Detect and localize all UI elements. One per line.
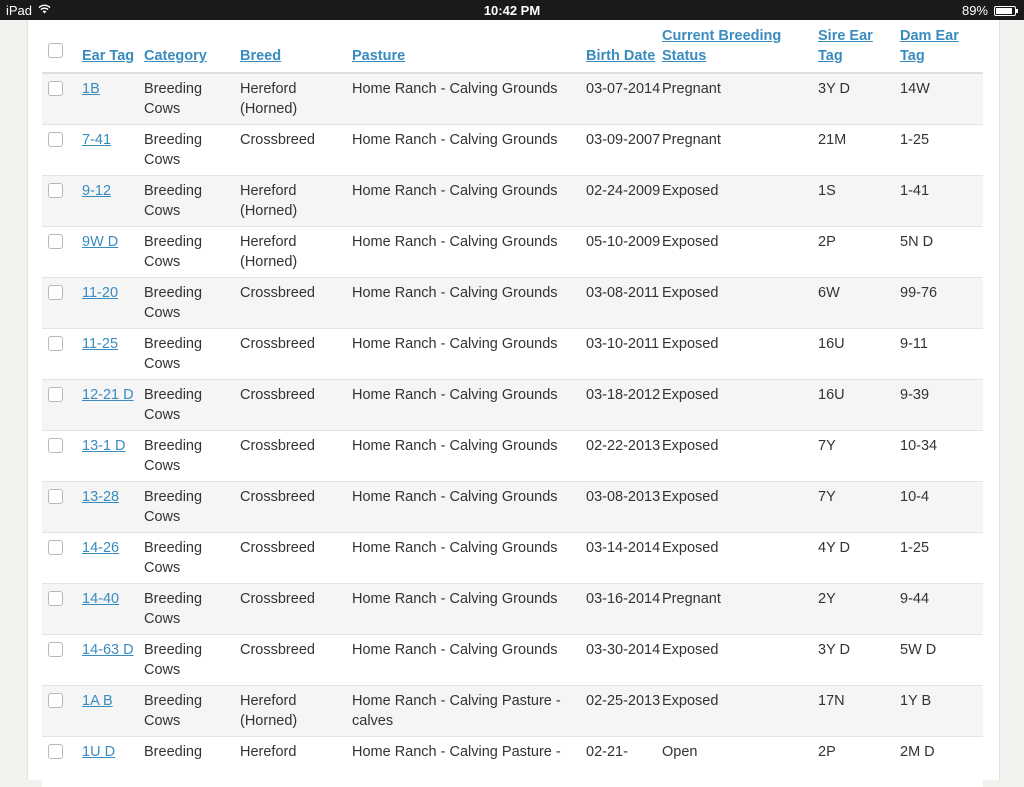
- ear-tag-cell: [82, 226, 144, 277]
- row-checkbox[interactable]: [48, 693, 63, 708]
- row-select-cell: [42, 481, 82, 532]
- sire-cell: 6W: [818, 277, 900, 328]
- birth-date-cell: 03-08-2011: [586, 277, 662, 328]
- clock: 10:42 PM: [483, 3, 541, 18]
- ear-tag-link[interactable]: 13-28: [82, 488, 120, 505]
- ear-tag-link[interactable]: 1B: [82, 81, 100, 97]
- ear-tag-link[interactable]: 1A B: [82, 692, 113, 709]
- breed-cell: Hereford (Horned): [240, 175, 352, 226]
- row-select-cell: [42, 685, 82, 736]
- breeding-status-cell: Exposed: [662, 532, 818, 583]
- table-row: [42, 277, 983, 328]
- row-select-cell: [42, 532, 82, 583]
- dam-cell: 14W: [900, 73, 983, 124]
- cattle-table: [42, 20, 983, 787]
- ear-tag-cell: [82, 634, 144, 685]
- breeding-status-cell: Pregnant: [662, 73, 818, 124]
- category-cell: Breeding: [144, 736, 240, 787]
- ear-tag-link[interactable]: 11-25: [82, 335, 119, 352]
- sort-category-link[interactable]: Category: [144, 48, 207, 64]
- category-cell: Breeding Cows: [144, 583, 240, 634]
- category-cell: Breeding Cows: [144, 226, 240, 277]
- category-cell: Breeding Cows: [144, 379, 240, 430]
- ear-tag-cell: [82, 481, 144, 532]
- sire-cell: 3Y D: [818, 73, 900, 124]
- breed-cell: Crossbreed: [240, 379, 352, 430]
- ear-tag-cell: [82, 583, 144, 634]
- header-birth-date: [586, 20, 662, 73]
- sire-cell: 7Y: [818, 430, 900, 481]
- pasture-cell: Home Ranch - Calving Grounds: [352, 277, 586, 328]
- row-select-cell: [42, 277, 82, 328]
- birth-date-cell: 03-09-2007: [586, 124, 662, 175]
- row-select-cell: [42, 583, 82, 634]
- header-breeding-status: [662, 20, 818, 73]
- row-checkbox[interactable]: [48, 81, 63, 96]
- sire-cell: 16U: [818, 379, 900, 430]
- dam-cell: 1-41: [900, 175, 983, 226]
- pasture-cell: Home Ranch - Calving Grounds: [352, 634, 586, 685]
- pasture-cell: Home Ranch - Calving Grounds: [352, 226, 586, 277]
- ear-tag-link[interactable]: 14-26: [82, 539, 120, 556]
- breeding-status-cell: Exposed: [662, 634, 818, 685]
- ear-tag-link[interactable]: 9-12: [82, 182, 112, 199]
- sire-cell: 3Y D: [818, 634, 900, 685]
- battery-icon: [994, 6, 1016, 16]
- row-checkbox[interactable]: [48, 234, 63, 249]
- row-checkbox[interactable]: [48, 540, 63, 555]
- sire-cell: 2P: [818, 226, 900, 277]
- header-breed: [240, 20, 352, 73]
- header-sire: [818, 20, 900, 73]
- table-row: [42, 685, 983, 736]
- dam-cell: 1-25: [900, 124, 983, 175]
- breed-cell: Hereford: [240, 736, 352, 787]
- sort-birth-date-link[interactable]: Birth Date: [586, 48, 656, 64]
- sire-cell: 2P: [818, 736, 900, 787]
- ear-tag-cell: [82, 73, 144, 124]
- pasture-cell: Home Ranch - Calving Grounds: [352, 124, 586, 175]
- breeding-status-cell: Exposed: [662, 481, 818, 532]
- birth-date-cell: 03-30-2014: [586, 634, 662, 685]
- ear-tag-link[interactable]: 13-1 D: [82, 437, 126, 454]
- category-cell: Breeding Cows: [144, 685, 240, 736]
- ear-tag-cell: [82, 124, 144, 175]
- row-checkbox[interactable]: [48, 132, 63, 147]
- breeding-status-cell: Exposed: [662, 379, 818, 430]
- pasture-cell: Home Ranch - Calving Grounds: [352, 175, 586, 226]
- row-select-cell: [42, 124, 82, 175]
- breed-cell: Crossbreed: [240, 634, 352, 685]
- category-cell: Breeding Cows: [144, 175, 240, 226]
- select-all-cell: [42, 20, 82, 73]
- breed-cell: Crossbreed: [240, 430, 352, 481]
- category-cell: Breeding Cows: [144, 532, 240, 583]
- pasture-cell: Home Ranch - Calving Grounds: [352, 481, 586, 532]
- birth-date-cell: 03-07-2014: [586, 73, 662, 124]
- battery-level: [996, 8, 1012, 14]
- sort-pasture-link[interactable]: Pasture: [352, 48, 406, 64]
- dam-cell: 99-76: [900, 277, 983, 328]
- sort-dam-link[interactable]: Dam Ear Tag: [900, 28, 959, 64]
- birth-date-cell: 03-10-2011: [586, 328, 662, 379]
- row-checkbox[interactable]: [48, 744, 63, 759]
- header-dam: [900, 20, 983, 73]
- breed-cell: Hereford (Horned): [240, 226, 352, 277]
- sire-cell: 17N: [818, 685, 900, 736]
- breed-cell: Crossbreed: [240, 124, 352, 175]
- pasture-cell: Home Ranch - Calving Grounds: [352, 73, 586, 124]
- pasture-cell: Home Ranch - Calving Grounds: [352, 328, 586, 379]
- birth-date-cell: 02-21-: [586, 736, 662, 787]
- table-row: [42, 736, 983, 787]
- row-select-cell: [42, 226, 82, 277]
- ear-tag-link[interactable]: 11-20: [82, 284, 119, 301]
- dam-cell: 9-44: [900, 583, 983, 634]
- dam-cell: 10-4: [900, 481, 983, 532]
- category-cell: Breeding Cows: [144, 328, 240, 379]
- select-all-checkbox[interactable]: [48, 43, 63, 58]
- table-row: [42, 583, 983, 634]
- table-row: [42, 226, 983, 277]
- table-row: [42, 532, 983, 583]
- table-header-row: [42, 20, 983, 73]
- table-row: [42, 634, 983, 685]
- breeding-status-cell: Pregnant: [662, 124, 818, 175]
- breed-cell: Crossbreed: [240, 277, 352, 328]
- ear-tag-link[interactable]: 7-41: [82, 131, 112, 148]
- battery-percent: 89%: [961, 3, 988, 18]
- dam-cell: 10-34: [900, 430, 983, 481]
- breeding-status-cell: Exposed: [662, 226, 818, 277]
- category-cell: Breeding Cows: [144, 430, 240, 481]
- sort-breeding-status-link[interactable]: Current Breeding Status: [662, 28, 782, 64]
- birth-date-cell: 02-25-2013: [586, 685, 662, 736]
- birth-date-cell: 02-24-2009: [586, 175, 662, 226]
- ear-tag-link[interactable]: 14-63 D: [82, 641, 134, 658]
- header-pasture: [352, 20, 586, 73]
- ear-tag-link[interactable]: 12-21 D: [82, 386, 134, 403]
- header-category: [144, 20, 240, 73]
- sire-cell: 16U: [818, 328, 900, 379]
- dam-cell: 1-25: [900, 532, 983, 583]
- table-row: [42, 175, 983, 226]
- category-cell: Breeding Cows: [144, 634, 240, 685]
- birth-date-cell: 03-18-2012: [586, 379, 662, 430]
- breed-cell: Hereford (Horned): [240, 685, 352, 736]
- breed-cell: Crossbreed: [240, 328, 352, 379]
- ear-tag-cell: [82, 379, 144, 430]
- category-cell: Breeding Cows: [144, 481, 240, 532]
- table-row: [42, 328, 983, 379]
- breed-cell: Crossbreed: [240, 532, 352, 583]
- row-checkbox[interactable]: [48, 642, 63, 657]
- dam-cell: 5W D: [900, 634, 983, 685]
- sire-cell: 2Y: [818, 583, 900, 634]
- row-select-cell: [42, 328, 82, 379]
- row-checkbox[interactable]: [48, 387, 63, 402]
- row-checkbox[interactable]: [48, 336, 63, 351]
- sort-breed-link[interactable]: Breed: [240, 48, 282, 64]
- pasture-cell: Home Ranch - Calving Pasture - calves: [352, 685, 586, 736]
- pasture-cell: Home Ranch - Calving Grounds: [352, 430, 586, 481]
- device-name: iPad: [6, 3, 33, 18]
- breed-cell: Hereford (Horned): [240, 73, 352, 124]
- birth-date-cell: 02-22-2013: [586, 430, 662, 481]
- row-checkbox[interactable]: [48, 438, 63, 453]
- breed-cell: Crossbreed: [240, 583, 352, 634]
- row-checkbox[interactable]: [48, 489, 63, 504]
- row-select-cell: [42, 736, 82, 787]
- sire-cell: 4Y D: [818, 532, 900, 583]
- sire-cell: 21M: [818, 124, 900, 175]
- pasture-cell: Home Ranch - Calving Grounds: [352, 532, 586, 583]
- status-bar: [0, 0, 1024, 20]
- content-panel: [27, 20, 1000, 780]
- table-row: [42, 430, 983, 481]
- table-row: [42, 73, 983, 124]
- sire-cell: 1S: [818, 175, 900, 226]
- category-cell: Breeding Cows: [144, 73, 240, 124]
- status-right: [962, 3, 1016, 18]
- row-checkbox[interactable]: [48, 183, 63, 198]
- birth-date-cell: 03-14-2014: [586, 532, 662, 583]
- ear-tag-cell: [82, 277, 144, 328]
- breed-cell: Crossbreed: [240, 481, 352, 532]
- ear-tag-link[interactable]: 14-40: [82, 590, 120, 607]
- table-row: [42, 379, 983, 430]
- row-select-cell: [42, 175, 82, 226]
- ear-tag-link[interactable]: 1U D: [82, 743, 116, 760]
- dam-cell: 5N D: [900, 226, 983, 277]
- sort-sire-link[interactable]: Sire Ear Tag: [818, 28, 873, 64]
- row-select-cell: [42, 430, 82, 481]
- row-select-cell: [42, 634, 82, 685]
- birth-date-cell: 05-10-2009: [586, 226, 662, 277]
- ear-tag-cell: [82, 685, 144, 736]
- pasture-cell: Home Ranch - Calving Grounds: [352, 583, 586, 634]
- breeding-status-cell: Exposed: [662, 175, 818, 226]
- row-select-cell: [42, 379, 82, 430]
- pasture-cell: Home Ranch - Calving Pasture -: [352, 736, 586, 787]
- ear-tag-cell: [82, 175, 144, 226]
- breeding-status-cell: Pregnant: [662, 583, 818, 634]
- ear-tag-cell: [82, 328, 144, 379]
- dam-cell: 2M D: [900, 736, 983, 787]
- pasture-cell: Home Ranch - Calving Grounds: [352, 379, 586, 430]
- row-checkbox[interactable]: [48, 591, 63, 606]
- category-cell: Breeding Cows: [144, 124, 240, 175]
- row-checkbox[interactable]: [48, 285, 63, 300]
- dam-cell: 9-11: [900, 328, 983, 379]
- birth-date-cell: 03-08-2013: [586, 481, 662, 532]
- breeding-status-cell: Exposed: [662, 277, 818, 328]
- ear-tag-cell: [82, 430, 144, 481]
- ear-tag-cell: [82, 736, 144, 787]
- header-ear-tag: [82, 20, 144, 73]
- category-cell: Breeding Cows: [144, 277, 240, 328]
- row-select-cell: [42, 73, 82, 124]
- breeding-status-cell: Exposed: [662, 685, 818, 736]
- breeding-status-cell: Open: [662, 736, 818, 787]
- breeding-status-cell: Exposed: [662, 430, 818, 481]
- dam-cell: 1Y B: [900, 685, 983, 736]
- sort-ear-tag-link[interactable]: Ear Tag: [82, 48, 135, 64]
- sire-cell: 7Y: [818, 481, 900, 532]
- birth-date-cell: 03-16-2014: [586, 583, 662, 634]
- ear-tag-link[interactable]: 9W D: [82, 233, 119, 250]
- breeding-status-cell: Exposed: [662, 328, 818, 379]
- ear-tag-cell: [82, 532, 144, 583]
- table-row: [42, 124, 983, 175]
- table-row: [42, 481, 983, 532]
- dam-cell: 9-39: [900, 379, 983, 430]
